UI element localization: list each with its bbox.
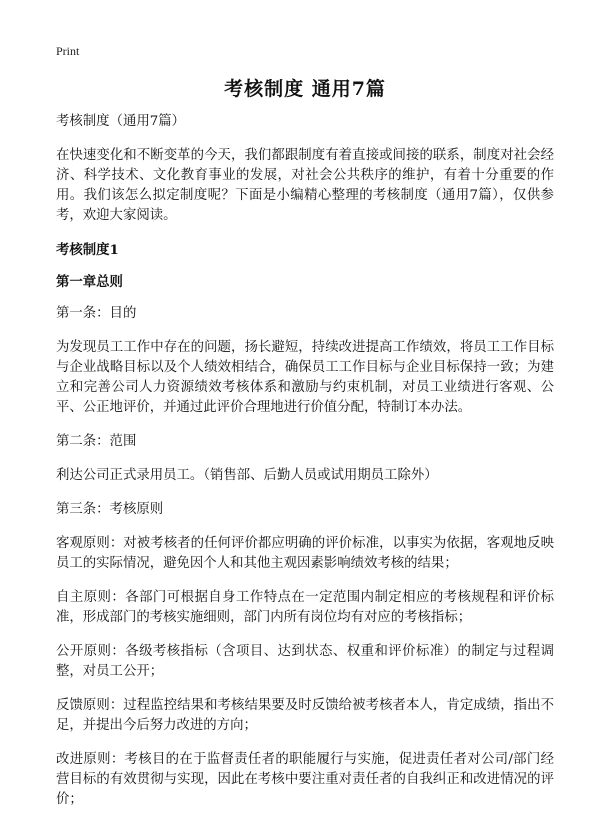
document-title: 考核制度 通用7篇: [224, 78, 386, 100]
principle-improvement: 改进原则：考核目的在于监督责任者的职能履行与实施，促进责任者对公司/部门经营目标的有效贯彻与实现，因此在考核中要注重对责任者的自我纠正和改进情况的评价；: [56, 752, 554, 807]
principle-autonomy: 自主原则：各部门可根据自身工作特点在一定范围内制定相应的考核规程和评价标准，形成部门的考核实施细则，部门内所有岗位均有对应的考核指标；: [56, 590, 554, 625]
document-subtitle: 考核制度（通用7篇）: [56, 114, 186, 129]
section-heading: 考核制度1: [56, 242, 119, 258]
principle-objective: 客观原则：对被考核者的任何评价都应明确的评价标准，以事实为依据，客观地反映员工的实际情况，避免因个人和其他主观因素影响绩效考核的结果；: [56, 536, 554, 571]
article-1-title: 第一条：目的: [56, 306, 137, 321]
article-3-title: 第三条：考核原则: [56, 502, 164, 517]
print-link[interactable]: Print: [56, 44, 80, 58]
chapter-heading: 第一章总则: [56, 274, 123, 290]
article-2-title: 第二条：范围: [56, 434, 137, 449]
principle-openness: 公开原则：各级考核指标（含项目、达到状态、权重和评价标准）的制定与过程调整，对员工公开；: [56, 644, 554, 679]
principle-feedback: 反馈原则：过程监控结果和考核结果要及时反馈给被考核者本人，肯定成绩，指出不足，并提出今后努力改进的方向；: [56, 698, 554, 733]
article-2-body: 利达公司正式录用员工。（销售部、后勤人员或试用期员工除外）: [56, 468, 438, 483]
intro-paragraph: 在快速变化和不断变革的今天，我们都跟制度有着直接或间接的联系，制度对社会经济、科学技术、文化教育事业的发展，对社会公共秩序的维护，有着十分重要的作用。我们该怎么拟定制度呢？下面是小编精心整理的考核制度（通用7篇），仅供参考，欢迎大家阅读。: [56, 148, 554, 223]
article-1-body: 为发现员工工作中存在的问题，扬长避短，持续改进提高工作绩效，将员工工作目标与企业战略目标以及个人绩效相结合，确保员工工作目标与企业目标保持一致；为建立和完善公司人力资源绩效考核体系和激励与约束机制，对员工业绩进行客观、公平、公正地评价，并通过此评价合理地进行价值分配，特制订本办法。: [56, 340, 554, 415]
